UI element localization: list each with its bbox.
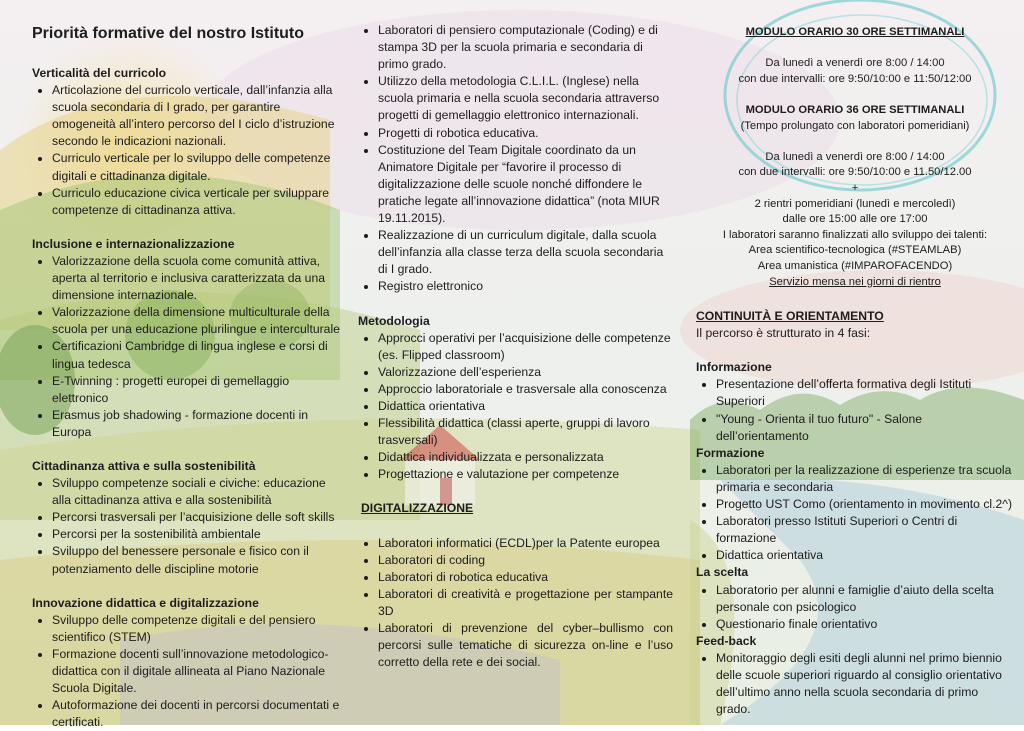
section-list bbox=[32, 82, 340, 219]
list-item: • Laboratori informatici (ECDL)per la Patente europea bbox=[378, 535, 673, 552]
list-item: • Erasmus job shadowing - formazione docenti in Europa bbox=[52, 407, 340, 441]
section-list bbox=[696, 582, 1014, 633]
section-list bbox=[358, 22, 673, 296]
phase-heading: Formazione bbox=[696, 445, 765, 460]
schedule-36-title: MODULO ORARIO 36 ORE SETTIMANALI bbox=[745, 103, 965, 116]
section-heading: Verticalità del curricolo bbox=[32, 66, 167, 80]
list-item: • Registro elettronico bbox=[378, 278, 673, 295]
schedule-line: Da lunedì a venerdì ore 8:00 / 14:00 bbox=[765, 150, 945, 163]
list-item: • Approcci operativi per l’acquisizione delle competenze (es. Flipped classroom) bbox=[378, 330, 673, 364]
list-item: • Articolazione del curricolo verticale, dall’infanzia alla scuola secondaria di I grado, per garantire omogeneità all’intero percorso del I ciclo d’istruzione secondo le indicazioni nazionali. bbox=[52, 82, 340, 150]
list-item: • Formazione docenti sull’innovazione metodologico-didattica con il digitale allineata al Piano Nazionale Scuola Digitale. bbox=[52, 646, 340, 697]
schedule-line: Area scientifico-tecnologica (#STEAMLAB) bbox=[748, 244, 962, 257]
section-heading: Metodologia bbox=[358, 313, 430, 328]
list-item: • Curriculo educazione civica verticale per sviluppare competenze di cittadinanza attiva. bbox=[52, 185, 340, 219]
section-heading: Inclusione e internazionalizzazione bbox=[32, 236, 235, 251]
list-item: • Progetto UST Como (orientamento in movimento cl.2^) bbox=[716, 496, 1014, 513]
list-item: • Laboratori di prevenzione del cyber–bullismo con percorsi sulle tematiche di sicurezza on-line e l’uso corretto della rete e dei social. bbox=[378, 620, 673, 671]
list-item: • Sviluppo delle competenze digitali e del pensiero scientifico (STEM) bbox=[52, 612, 340, 646]
schedule-line: con due intervalli: ore 9:50/10:00 e 11.50/12.00 bbox=[738, 166, 972, 179]
section-list bbox=[358, 330, 673, 484]
schedule-line: Servizio mensa nei giorni di rientro bbox=[769, 275, 941, 288]
list-item: • Didattica individualizzata e personalizzata bbox=[378, 449, 673, 466]
schedule-box bbox=[696, 25, 1014, 290]
list-item: • Laboratorio per alunni e famiglie d’aiuto della scelta personale con psicologico bbox=[716, 582, 1014, 616]
phase-heading: La scelta bbox=[696, 565, 749, 580]
section-heading: DIGITALIZZAZIONE bbox=[361, 501, 474, 516]
list-item: • Approccio laboratoriale e trasversale alla conoscenza bbox=[378, 381, 673, 398]
list-item: • Laboratori per la realizzazione di esperienze tra scuola primaria e secondaria bbox=[716, 462, 1014, 496]
list-item: • Valorizzazione dell’esperienza bbox=[378, 364, 673, 381]
section-list bbox=[696, 376, 1014, 444]
column-digital bbox=[358, 22, 673, 671]
phase-heading: Feed-back bbox=[696, 633, 757, 648]
list-item: • Laboratori di creatività e progettazione per stampante 3D bbox=[378, 586, 673, 620]
list-item: • "Young - Orienta il tuo futuro" - Salone dell’orientamento bbox=[716, 411, 1014, 445]
section-list bbox=[32, 253, 340, 441]
list-item: • Presentazione dell’offerta formativa degli Istituti Superiori bbox=[716, 376, 1014, 410]
list-item: • Monitoraggio degli esiti degli alunni nel primo biennio delle scuole superiori riguardo al consiglio orientativo dell’ultimo anno nella scuola secondaria di primo grado. bbox=[716, 650, 1014, 718]
schedule-line: con due intervalli: ore 9:50/10:00 e 11:50/12:00 bbox=[738, 72, 972, 85]
list-item: • Curriculo verticale per lo sviluppo delle competenze digitali e cittadinanza digitale. bbox=[52, 150, 340, 184]
section-list bbox=[32, 475, 340, 578]
section-heading: Innovazione didattica e digitalizzazione bbox=[32, 595, 259, 610]
list-item: • Autoformazione dei docenti in percorsi documentati e certificati. bbox=[52, 697, 340, 731]
list-item: • Didattica orientativa bbox=[716, 547, 1014, 564]
list-item: • Certificazioni Cambridge di lingua inglese e corsi di lingua tedesca bbox=[52, 338, 340, 372]
list-item: • Laboratori presso Istituti Superiori o Centri di formazione bbox=[716, 513, 1014, 547]
list-item: • Progettazione e valutazione per competenze bbox=[378, 466, 673, 483]
list-item: • Questionario finale orientativo bbox=[716, 616, 1014, 633]
list-item: • Valorizzazione della scuola come comunità attiva, aperta al territorio e inclusiva caratterizzata da una dimensione internazionale. bbox=[52, 253, 340, 304]
list-item: • Laboratori di pensiero computazionale (Coding) e di stampa 3D per la scuola primaria e secondaria di primo grado. bbox=[378, 22, 673, 73]
list-item: • Progetti di robotica educativa. bbox=[378, 125, 673, 142]
list-item: • Laboratori di robotica educativa bbox=[378, 569, 673, 586]
list-item: • E-Twinning : progetti europei di gemellaggio elettronico bbox=[52, 373, 340, 407]
schedule-line: dalle ore 15:00 alle ore 17:00 bbox=[782, 213, 928, 226]
schedule-line: Da lunedì a venerdì ore 8:00 / 14:00 bbox=[765, 57, 945, 70]
schedule-line: I laboratori saranno finalizzati allo sviluppo dei talenti: bbox=[722, 228, 988, 241]
list-item: • Utilizzo della metodologia C.L.I.L. (Inglese) nella scuola primaria e nella scuola secondaria attraverso progetti di gemellaggio elettronico internazionali. bbox=[378, 73, 673, 124]
list-item: • Sviluppo competenze sociali e civiche: educazione alla cittadinanza attiva e alla sostenibilità bbox=[52, 475, 340, 509]
list-item: • Laboratori di coding bbox=[378, 552, 673, 569]
column-schedule bbox=[696, 25, 1014, 718]
list-item: • Valorizzazione della dimensione multiculturale della scuola per una educazione plurilingue e interculturale bbox=[52, 304, 340, 338]
section-list bbox=[358, 535, 673, 672]
section-heading: Cittadinanza attiva e sulla sostenibilità bbox=[32, 458, 256, 473]
section-list bbox=[32, 612, 340, 731]
schedule-line: (Tempo prolungato con laboratori pomeridiani) bbox=[740, 119, 970, 132]
schedule-line: Area umanistica (#IMPAROFACENDO) bbox=[757, 259, 953, 272]
list-item: • Percorsi per la sostenibilità ambientale bbox=[52, 526, 340, 543]
section-list bbox=[696, 462, 1014, 565]
schedule-line: 2 rientri pomeridiani (lunedì e mercoledì) bbox=[754, 197, 956, 210]
schedule-line: + bbox=[851, 181, 859, 194]
list-item: • Costituzione del Team Digitale coordinato da un Animatore Digitale per “favorire il processo di digitalizzazione delle scuole nonché diffondere le pratiche legate all’innovazione didattica” (nota MIUR 19.11.2015). bbox=[378, 142, 673, 227]
phase-heading: Informazione bbox=[696, 360, 772, 375]
column-priorities bbox=[32, 0, 340, 731]
section-list bbox=[696, 650, 1014, 718]
page-title: Priorità formative del nostro Istituto bbox=[32, 25, 305, 42]
list-item: • Flessibilità didattica (classi aperte, gruppi di lavoro trasversali) bbox=[378, 415, 673, 449]
intro-text: Il percorso è strutturato in 4 fasi: bbox=[696, 326, 871, 341]
section-heading: CONTINUITÀ E ORIENTAMENTO bbox=[696, 309, 884, 324]
list-item: • Sviluppo del benessere personale e fisico con il potenziamento delle discipline motorie bbox=[52, 543, 340, 577]
schedule-30-title: MODULO ORARIO 30 ORE SETTIMANALI bbox=[745, 26, 965, 38]
list-item: • Percorsi trasversali per l’acquisizione delle soft skills bbox=[52, 509, 340, 526]
list-item: • Realizzazione di un curriculum digitale, dalla scuola dell’infanzia alla classe terza della scuola secondaria di I grado. bbox=[378, 227, 673, 278]
list-item: • Didattica orientativa bbox=[378, 398, 673, 415]
